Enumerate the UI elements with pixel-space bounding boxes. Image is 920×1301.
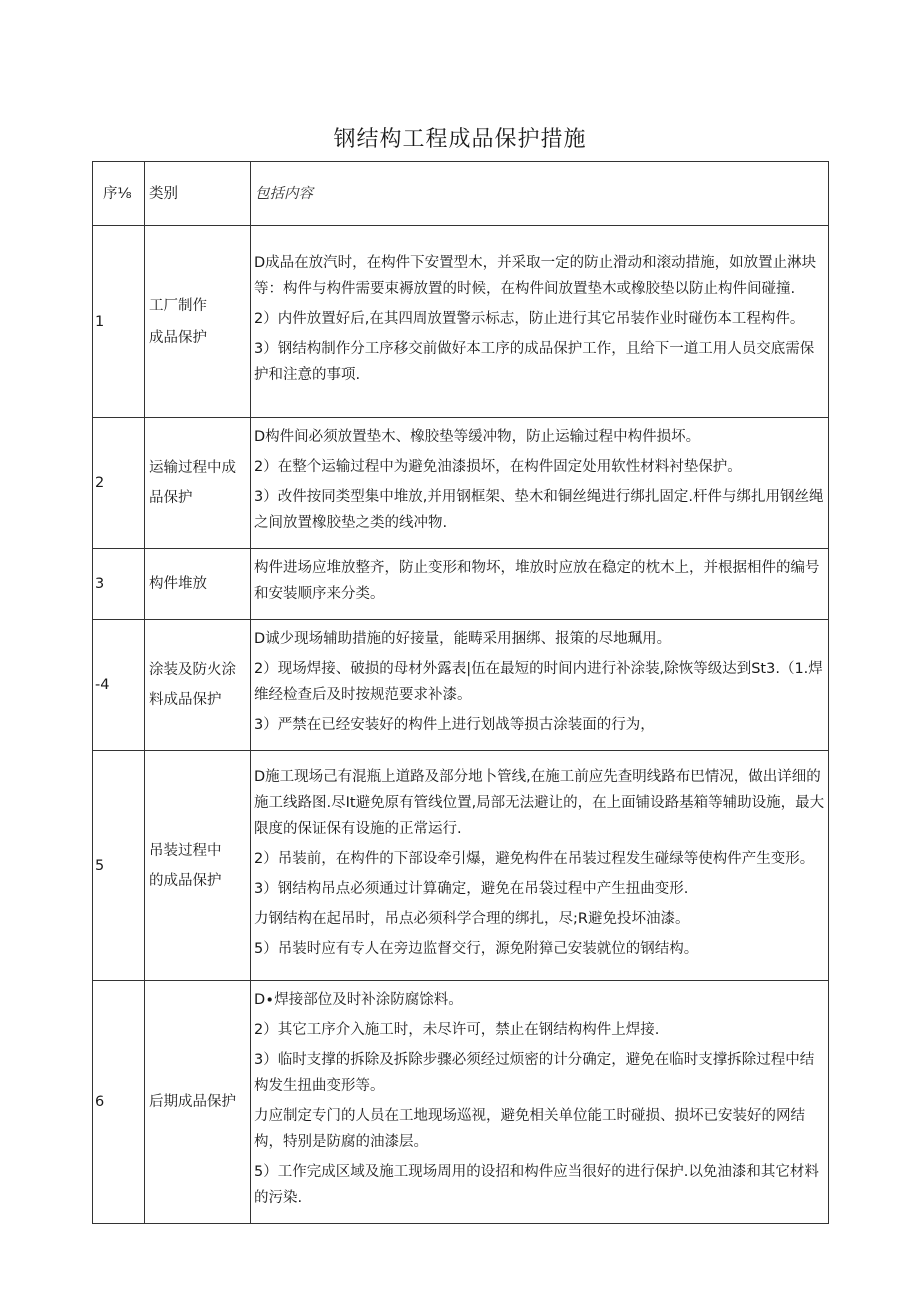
category-line: 的成品保护 (149, 872, 222, 889)
table-row (93, 751, 829, 981)
category-line: 构件堆放 (149, 576, 207, 592)
row-content (251, 620, 829, 751)
row-number: 6 (93, 981, 145, 1224)
content-item: 2）现场焊接、破损的母材外露表|伍在最短的时间内进行补涂装,除恢等级达到St3.（1.焊维经检查后及时按规范要求补漆。 (254, 661, 823, 703)
content-item: D∙焊接部位及时补涂防腐馀料。 (254, 992, 463, 1008)
row-category (145, 226, 251, 418)
content-item: 2）吊装前，在构件的下部设牵引爆，避免构件在吊装过程发生碰绿等使构件产生变形。 (254, 850, 815, 867)
content-item: 3）改件按同类型集中堆放,并用钢框架、垫木和铜丝绳进行绑扎固定.杆件与绑扎用钢丝绳之间放置橡胶垫之类的线冲物. (254, 489, 824, 531)
content-item: 力钢结构在起吊时，吊点必须科学合理的绑扎，尽;R避免投坏油漆。 (254, 910, 690, 927)
category-line: 运输过程中成 (149, 460, 236, 476)
content-item: D成品在放汽时，在构件下安置型木，并采取一定的防止滑动和滚动措施，如放置止淋块等：构件与构件需要束褥放置的时候，在构件间放置垫木或橡胶垫以防止构件间碰撞. (254, 254, 817, 297)
header-content: 包括内容 (251, 162, 829, 226)
content-item: D诚少现场辅助措施的好接量，能畴采用捆绑、报策的尽地珮用。 (254, 631, 672, 647)
table-header-row (93, 162, 829, 226)
header-number: 序⅛ (93, 162, 145, 226)
row-number: -4 (93, 620, 145, 751)
content-item: 力应制定专门的人员在工地现场巡视，避免相关单位能工时碰损、损坏已安装好的网结构，特别是防腐的油漆层。 (254, 1108, 805, 1150)
category-line: 料成品保护 (149, 692, 222, 708)
content-item: 5）吊装时应有专人在旁边监督交行，源免附獐己安装就位的钢结构。 (254, 940, 699, 957)
document-title: 钢结构工程成品保护措施 (333, 127, 587, 152)
row-category (145, 981, 251, 1224)
row-number: 3 (93, 549, 145, 620)
category-line: 涂装及防火涂 (149, 662, 236, 678)
row-number: 1 (93, 226, 145, 418)
row-number: 5 (93, 751, 145, 981)
row-content (251, 751, 829, 981)
content-item: 2）其它工序介入施工时，未尽许可，禁止在钢结构构件上焊接. (254, 1022, 660, 1038)
content-item: D施工现场己有混瓶上道路及部分地卜管线,在施工前应先查明线路布巴情况，做出详细的施工线路图.尽It避免原有管线位置,局部无法避让的，在上面铺设路基箱等辅助设施，最大限度的保证保有设施的正常运行. (254, 768, 825, 837)
row-category (145, 549, 251, 620)
content-item: 2）在整个运输过程中为避免油漆损坏，在构件固定处用软性材料衬垫保护。 (254, 459, 742, 475)
row-content (251, 981, 829, 1224)
content-item: 构件进场应堆放整齐，防止变形和物坏，堆放时应放在稳定的枕木上，并根据相件的编号和安装顺序来分类。 (254, 560, 820, 602)
header-category: 类别 (145, 162, 251, 226)
category-line: 工厂制作 (149, 297, 207, 314)
table-row (93, 418, 829, 549)
table-row (93, 620, 829, 751)
table-row (93, 549, 829, 620)
table-row (93, 226, 829, 418)
row-category (145, 418, 251, 549)
content-item: 5）工作完成区域及施工现场周用的设招和构件应当很好的进行保护.以免油漆和其它材料的污染. (254, 1164, 819, 1206)
category-line: 吊装过程中 (149, 842, 222, 859)
content-item: D构件间必须放置垫木、橡胶垫等缓冲物，防止运输过程中构件损坏。 (254, 429, 701, 445)
category-line: 成品保护 (149, 329, 207, 346)
row-category (145, 751, 251, 981)
content-item: 3）临时支撑的拆除及拆除步骤必须经过烦密的计分确定，避免在临时支撑拆除过程中结构发生扭曲变形等。 (254, 1052, 815, 1094)
row-category (145, 620, 251, 751)
row-number: 2 (93, 418, 145, 549)
row-content (251, 549, 829, 620)
protection-measures-table (92, 161, 829, 1224)
row-content (251, 418, 829, 549)
table-row (93, 981, 829, 1224)
content-item: 3）钢结构吊点必须通过计算确定，避免在吊袋过程中产生扭曲变形. (254, 880, 689, 897)
content-item: 3）钢结构制作分工序移交前做好本工序的成品保护工作，且给下一道工用人员交底需保护和注意的事项. (254, 340, 815, 383)
row-content (251, 226, 829, 418)
category-line: 后期成品保护 (149, 1094, 236, 1110)
category-line: 品保护 (149, 490, 193, 506)
content-item: 2）内件放置好后,在其四周放置警示标志，防止进行其它吊装作业时碰伤本工程构件。 (254, 310, 805, 327)
content-item: 3）严禁在已经安装好的构件上进行划战等损古涂装面的行为， (254, 717, 655, 733)
